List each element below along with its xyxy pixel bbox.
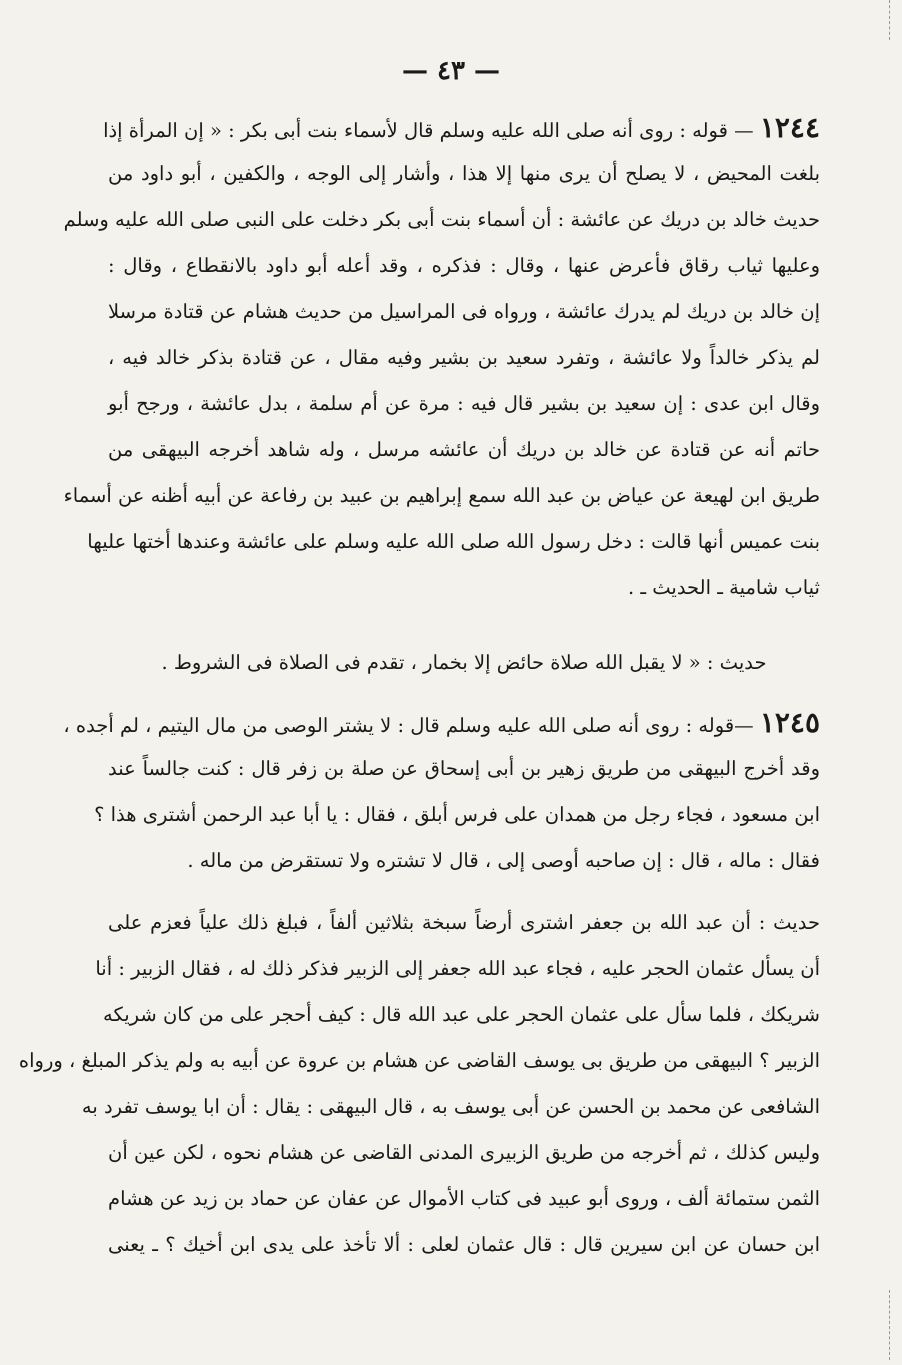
text-line: ثياب شامية ـ الحديث ـ . [627, 576, 820, 599]
text-line: حديث خالد بن دريك عن عائشة : أن أسماء بنت أبى بكر دخلت على النبى صلى الله عليه وسلم [63, 208, 820, 231]
text-line: الزبير ؟ البيهقى من طريق بى يوسف القاضى عن هشام بن عروة عن أبيه به ولم يذكر المبلغ ، ورواه [18, 1049, 820, 1072]
text-line: الشافعى عن محمد بن الحسن عن أبى يوسف به ، قال البيهقى : يقال : أن ابا يوسف تفرد به [81, 1095, 820, 1118]
text-line: ١٢٤٥ —قوله : روى أنه صلى الله عليه وسلم قال : لا يشتر الوصى من مال اليتيم ، لم أجده ، [63, 706, 820, 739]
entry-number: ١٢٤٤ [759, 111, 820, 144]
text-line: بلغت المحيض ، لا يصلح أن يرى منها إلا هذا ، وأشار إلى الوجه ، والكفين ، أبو داود من [108, 162, 820, 185]
text-line: ١٢٤٤ — قوله : روى أنه صلى الله عليه وسلم قال لأسماء بنت أبى بكر : « إن المرأة إذا [103, 111, 820, 144]
page-edge-mark [889, 1290, 890, 1360]
text-line: وقد أخرج البيهقى من طريق زهير بن أبى إسحاق عن صلة بن زفر قال : كنت جالساً عند [108, 757, 820, 780]
text-line: حاتم أنه عن قتادة عن خالد بن دريك أن عائشه مرسل ، وله شاهد أخرجه البيهقى من [108, 438, 820, 461]
entry-1244 [63, 105, 820, 611]
text-line: طريق ابن لهيعة عن عياض بن عبد الله سمع إبراهيم بن عبيد بن رفاعة عن أبيه أظنه عن أسماء [63, 484, 820, 507]
text-line: فقال : ماله ، قال : إن صاحبه أوصى إلى ، قال لا تشتره ولا تستقرض من ماله . [187, 849, 820, 872]
hadith-paragraph [18, 900, 820, 1268]
text-line: حديث : أن عبد الله بن جعفر اشترى أرضاً سبخة بثلاثين ألفاً ، فبلغ ذلك علياً فعزم على [108, 911, 820, 934]
text-line: شريكك ، فلما سأل على عثمان الحجر على عبد الله قال : كيف أحجر على من كان شريكه [103, 1003, 820, 1026]
text-line: حديث : « لا يقبل الله صلاة حائض إلا بخمار ، تقدم فى الصلاة فى الشروط . [161, 651, 767, 674]
text-line: بنت عميس أنها قالت : دخل رسول الله صلى الله عليه وسلم على عائشة وعندها أختها عليها [87, 530, 820, 553]
text-line: وليس كذلك ، ثم أخرجه من طريق الزبيرى المدنى القاضى عن هشام نحوه ، لكن عين أن [108, 1141, 820, 1164]
page-number: — ٤٣ — [401, 56, 501, 86]
text-line: ابن حسان عن ابن سيرين قال : قال عثمان لعلى : ألا تأخذ على يدى ابن أخيك ؟ ـ يعنى [108, 1233, 820, 1256]
entry-1245 [63, 700, 820, 884]
page-edge-mark [889, 0, 890, 40]
entry-number: ١٢٤٥ [759, 706, 820, 739]
text-line: لم يذكر خالداً ولا عائشة ، وتفرد سعيد بن بشير وفيه مقال ، عن قتادة بذكر خالد فيه ، [108, 346, 820, 369]
text-line: ابن مسعود ، فجاء رجل من همدان على فرس أبلق ، فقال : يا أبا عبد الرحمن أشترى هذا ؟ [94, 803, 820, 826]
text-line: أن يسأل عثمان الحجر عليه ، فجاء عبد الله جعفر إلى الزبير فذكر ذلك له ، فقال الزبير : أنا [95, 957, 820, 980]
text-line: الثمن ستمائة ألف ، وروى أبو عبيد فى كتاب الأموال عن عفان عن حماد بن زيد عن هشام [108, 1187, 820, 1210]
text-line: وقال ابن عدى : إن سعيد بن بشير قال فيه : مرة عن أم سلمة ، بدل عائشة ، ورجح أبو [108, 392, 820, 415]
text-line: إن خالد بن دريك لم يدرك عائشة ، ورواه فى المراسيل من حديث هشام عن قتادة مرسلا [108, 300, 820, 323]
hadith-line [108, 640, 820, 686]
text-line: وعليها ثياب رقاق فأعرض عنها ، وقال : فذكره ، وقد أعله أبو داود بالانقطاع ، وقال : [108, 254, 820, 277]
